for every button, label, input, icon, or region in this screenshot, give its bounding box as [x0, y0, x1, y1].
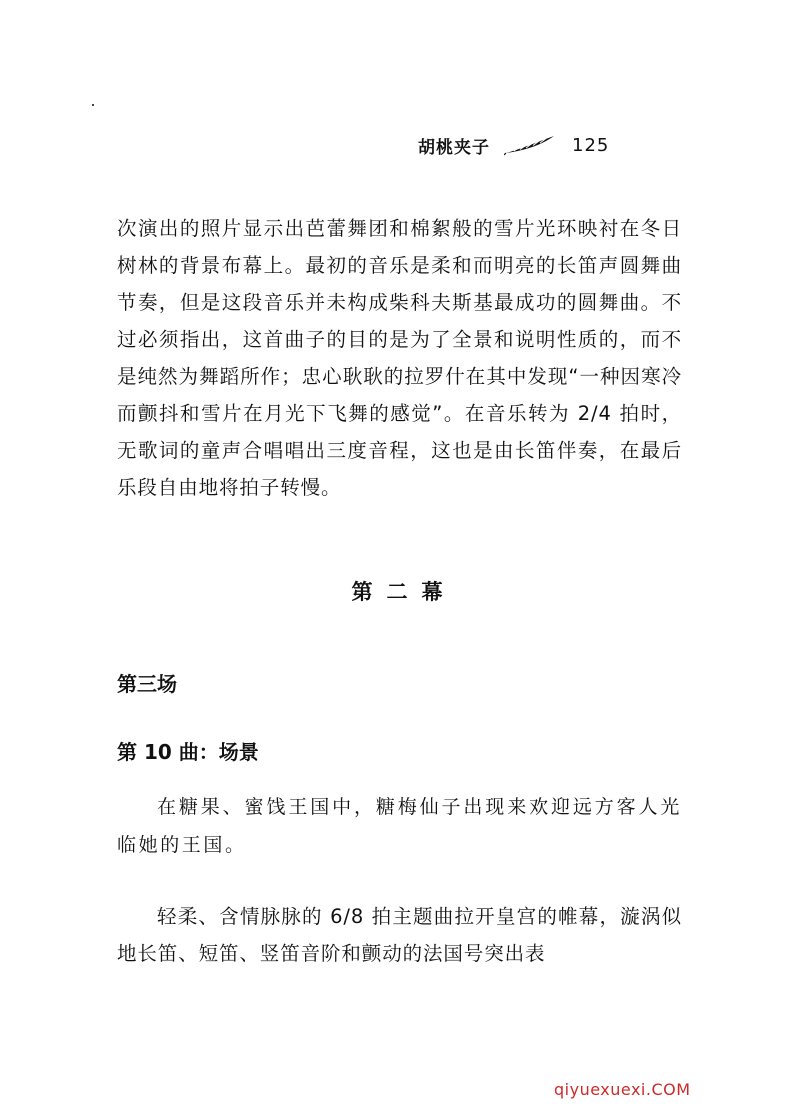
watermark-text: qiyuexuexi.COM [554, 1080, 691, 1099]
page-number: 125 [572, 134, 610, 156]
page-speck [92, 104, 94, 106]
running-header-title: 胡桃夹子 [418, 137, 490, 158]
scene-heading: 第三场 [117, 672, 177, 696]
act-heading: 第二幕 [351, 579, 457, 604]
feather-icon [504, 134, 556, 156]
scene-description: 在糖果、蜜饯王国中，糖梅仙子出现来欢迎远方客人光临她的王国。 [117, 796, 682, 856]
running-header [418, 130, 609, 160]
intro-paragraph: 次演出的照片显示出芭蕾舞团和棉絮般的雪片光环映衬在冬日树林的背景布幕上。最初的音乐是柔和而明亮的长笛声圆舞曲节奏，但是这段音乐并未构成柴科夫斯基最成功的圆舞曲。不过必须指出，这首曲子的目的是为了全景和说明性质的，而不是纯然为舞蹈所作；忠心耿耿的拉罗什在其中发现“一种因寒冷而颤抖和雪片在月光下飞舞的感觉”。在音乐转为 2/4 拍时，无歌词的童声合唱唱出三度音程，这也是由长笛伴奏，在最后乐段自由地将拍子转慢。 [117, 217, 682, 499]
music-paragraph: 轻柔、含情脉脉的 6/8 拍主题曲拉开皇宫的帷幕，漩涡似地长笛、短笛、竖笛音阶和颤动的法国号突出表 [117, 905, 682, 965]
number-heading: 第 10 曲：场景 [117, 740, 259, 764]
